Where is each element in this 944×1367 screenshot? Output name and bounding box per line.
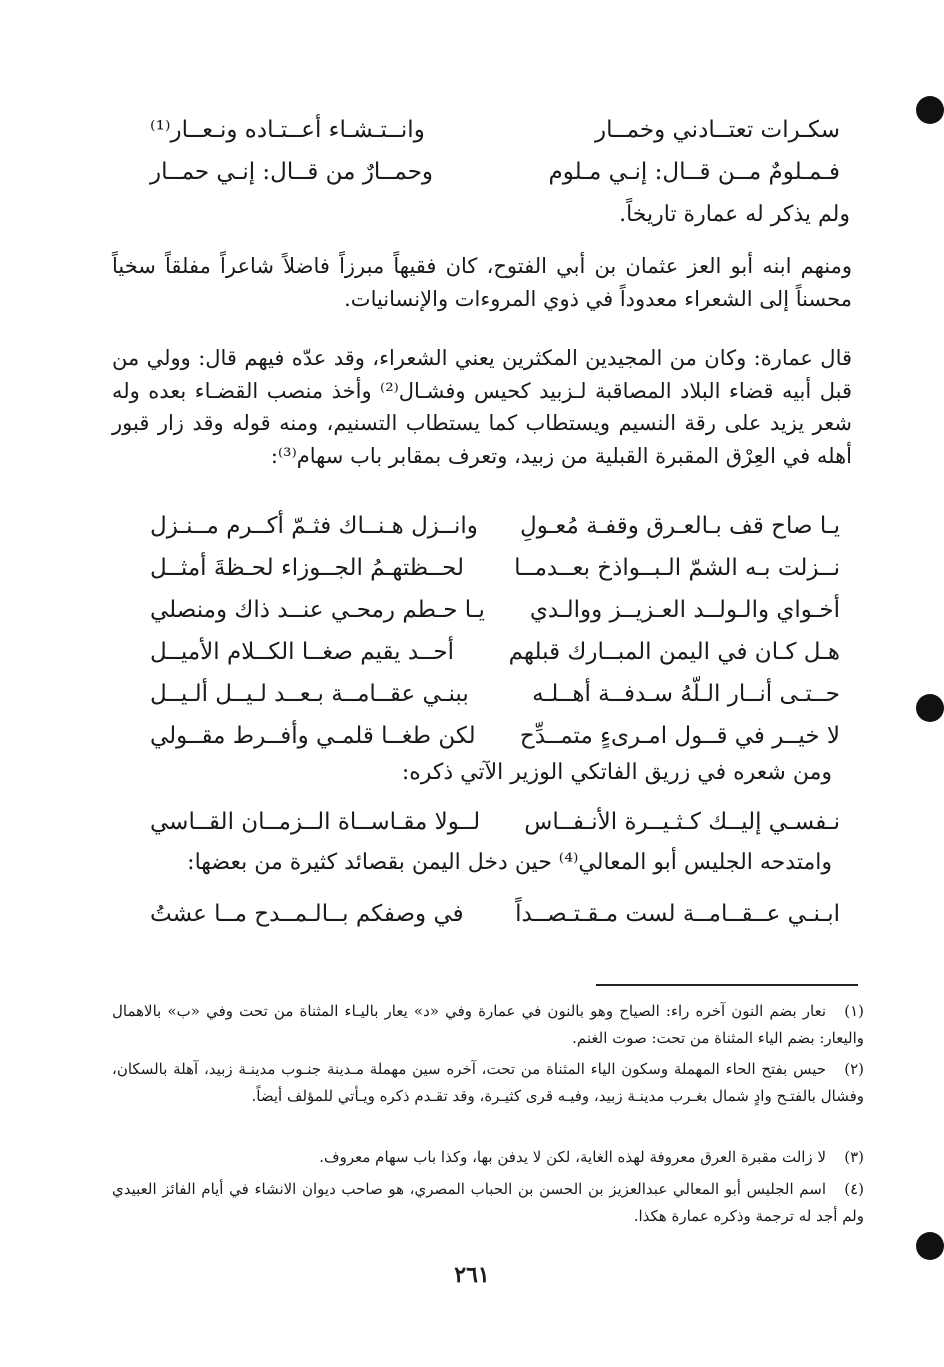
- punch-hole-middle: [916, 694, 944, 722]
- footnote-number: (٢): [844, 1060, 864, 1078]
- footnote-text: حيس بفتح الحاء المهملة وسكون الياء المثناة من تحت، آخره سين مهملة مـدينة جنـوب مدينـة زبيد، آهلة بالسكان، وفشال بالفتـح وادٍ شمال بغـرب مدينـة زبيد، وفيـه قرى كثيـرة، وقد تقـدم ذكره ويـأتي للمؤلف أيضاً.: [112, 1060, 864, 1105]
- footnote-number: (٣): [844, 1148, 864, 1166]
- punch-hole-bottom: [916, 1232, 944, 1260]
- poem1-verse: [140, 108, 840, 152]
- verse-first-hemistich: حــتـى أنــار الـلّهُ سـدفــة أهــلـه: [532, 681, 840, 707]
- verse-second-hemistich: يـا حـطم رمحـي عنــد ذاك ومنصلي: [150, 597, 485, 623]
- verse-first-hemistich: هـل كـان في اليمن المبــارك قبلهم: [508, 639, 840, 665]
- footnote: [112, 1176, 864, 1229]
- page-number: ٢٦١: [454, 1262, 490, 1288]
- poem2-verse: [140, 630, 840, 674]
- poem3-verse: [140, 800, 840, 844]
- paragraph-umara-quote: قال عمارة: وكان من المجيدين المكثرين يعني الشعراء، وقد عدّه فيهم قال: وولي من قبل أبيه قضاء البلاد المصاقبة لـزبيد كحيس وفشـال⁽²⁾ وأخذ منصب القضـاء بعده وله شعر يزيد على رقة النسيم ويستطاب كما يستطاب التسنيم، ومنه قوله وقد زار قبور أهله في العِرْق المقبرة القبلية من زبيد، وتعرف بمقابر باب سهام⁽³⁾:: [112, 346, 852, 468]
- footnote: [112, 1144, 864, 1171]
- poem2-verse: [140, 504, 840, 548]
- verse-first-hemistich: لا خيــر في قــول امـرىءٍ متمــدِّح: [519, 723, 840, 749]
- verse-second-hemistich: لــولا مقـاســاة الــزمــان القــاسي: [150, 809, 481, 835]
- verse-second-hemistich: لكن طغــا قلمـي وأفــرط مقــولي: [150, 723, 476, 749]
- text-line: وامتدحه الجليس أبو المعالي⁽⁴⁾ حين دخل اليمن بقصائد كثيرة من بعضها:: [187, 850, 832, 875]
- verse-second-hemistich: وانــتـشـاء أعــتـاده ونـعــار⁽¹⁾: [150, 117, 425, 143]
- punch-hole-top: [916, 96, 944, 124]
- footnote-separator: [596, 984, 858, 986]
- footnote-number: (١): [844, 1002, 864, 1020]
- footnote: [112, 998, 864, 1051]
- poem2-verse: [140, 588, 840, 632]
- verse-second-hemistich: وحمــارٌ من قــال: إنـي حمــار: [150, 159, 434, 185]
- poem4-verse: [140, 892, 840, 936]
- poem2-verse: [140, 714, 840, 758]
- verse-first-hemistich: فـمـلومٌ مــن قــال: إنـي مـلوم: [548, 159, 840, 185]
- verse-second-hemistich: وانــزل هـنــاك فثـمّ أكــرم مــنـزل: [150, 513, 478, 539]
- verse-first-hemistich: سكـرات تعتــادني وخمــار: [594, 117, 840, 143]
- verse-second-hemistich: أحــد يقيم صغــا الكــلام الأميــل: [150, 639, 454, 665]
- verse-first-hemistich: نــزلت بـه الشمّ الـبــواذخ بعــدمــا: [514, 555, 840, 581]
- footnote-number: (٤): [844, 1180, 864, 1198]
- footnote-text: لا زالت مقبرة العرق معروفة لهذه الغاية، لكن لا يدفن بها، وكذا باب سهام معروف.: [319, 1148, 826, 1166]
- text-line: ولم يذكر له عمارة تاريخاً.: [619, 202, 850, 227]
- poem1-verse: [140, 150, 840, 194]
- verse-second-hemistich: لحــظتهـمُ الجــوزاء لحـظةَ أمثــل: [150, 555, 464, 581]
- verse-first-hemistich: ابـنـي عــقــامــة لست مـقـتـصــداً: [515, 901, 840, 927]
- footnote: [112, 1056, 864, 1109]
- footnote-text: نعار بضم النون آخره راء: الصياح وهو بالنون في عمارة وفي «د» يعار باليـاء المثناة من تحت وفي «ب» بالاهمال واليعار: بضم الياء المثناة من تحت: صوت الغنم.: [112, 1002, 864, 1047]
- verse-first-hemistich: يـا صاح قف بـالعـرق وقفـة مُعـولِ: [520, 513, 840, 539]
- verse-second-hemistich: في وصفكم بــالـمــدح مــا عشتُ: [150, 901, 464, 927]
- poem2-verse: [140, 546, 840, 590]
- text-line: ومن شعره في زريق الفاتكي الوزير الآتي ذكره:: [401, 760, 832, 785]
- verse-first-hemistich: أخـواي والـولــد العـزيــز ووالـدي: [529, 597, 840, 623]
- verse-second-hemistich: ببنـي عقــامــة بـعــد لـيــل ألـيــل: [150, 681, 469, 707]
- paragraph-abu-al-izz: ومنهم ابنه أبو العز عثمان بن أبي الفتوح، كان فقيهاً مبرزاً فاضلاً شاعراً مفلقاً سخياً محسناً إلى الشعراء معدوداً في ذوي المروءات والإنسانيات.: [112, 254, 852, 311]
- footnote-text: اسم الجليس أبو المعالي عبدالعزيز بن الحسن بن الحباب المصري، هو صاحب ديوان الانشاء في أيام الفائز العبيدي ولم أجد له ترجمة وذكره عمارة هكذا.: [112, 1180, 864, 1225]
- poem2-verse: [140, 672, 840, 716]
- verse-first-hemistich: نـفسـي إليــك كـثـيــرة الأنـفــاس: [524, 809, 840, 835]
